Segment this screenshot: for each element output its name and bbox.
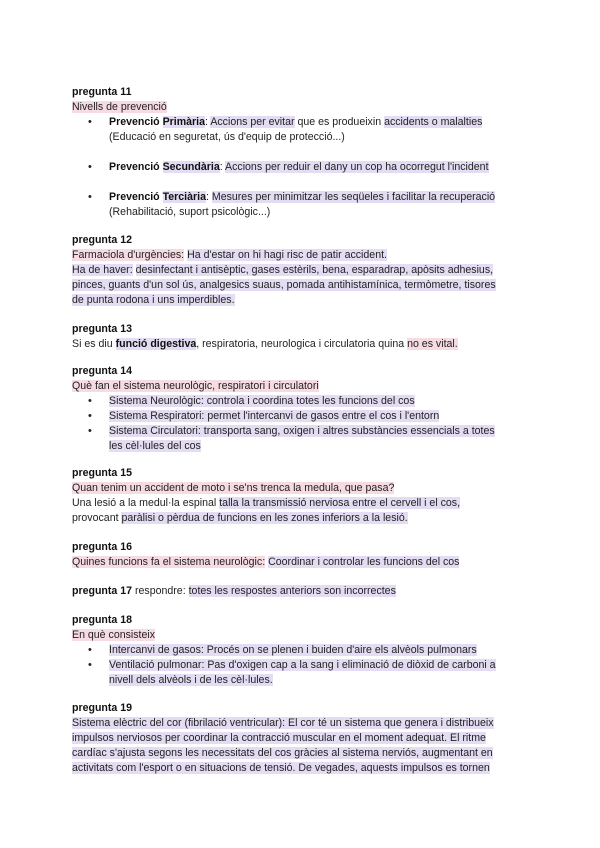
question-19 [72,701,542,776]
question-title: pregunta 15 [72,467,133,479]
question-prompt: Nivells de prevenció [72,101,167,113]
answer-text: Una lesió a la medul·la espinal talla la transmissió nerviosa entre el cervell i el cos, provocant paràlisi o pèrdua de funcions en les zones inferiors a la lesió. [72,497,461,524]
answer-text: Si es diu funció digestiva, respiratoria, neurologica i circulatoria quina no es vital. [72,338,458,350]
question-17 [72,584,542,599]
question-12 [72,233,542,308]
question-14 [72,364,542,454]
list-item: • Intercanvi de gasos: Procés on se plenen i buiden d'aire els alvèols pulmonars [72,643,542,658]
question-prompt: Què fan el sistema neurològic, respiratori i circulatori [72,380,319,392]
question-title: pregunta 19 [72,702,133,714]
list-item: • Prevenció Primària: Accions per evitar que es produeixin accidents o malalties (Educació en seguretat, ús d'equip de protecció...) [72,115,542,145]
bullet-list [72,115,542,220]
bullet-list [72,643,542,688]
question-11 [72,85,542,220]
question-title: pregunta 16 [72,541,133,553]
question-title: pregunta 18 [72,614,133,626]
bullet-list [72,394,542,454]
answer-text: pregunta 17 respondre: totes les respostes anteriors son incorrectes [72,585,396,597]
list-item: • Sistema Circulatori: transporta sang, oxigen i altres substàncies essencials a totes les cèl·lules del cos [72,424,542,454]
question-13 [72,322,542,352]
list-item: • Prevenció Terciària: Mesures per minimitzar les seqüeles i facilitar la recuperació (Rehabilitació, suport psicològic...) [72,190,542,220]
question-prompt: Quan tenim un accident de moto i se'ns trenca la medula, que pasa? [72,482,395,494]
question-prompt: En què consisteix [72,629,156,641]
list-item: • Ventilació pulmonar: Pas d'oxigen cap a la sang i eliminació de diòxid de carboni a nivell dels alvèols i de les cèl·lules. [72,658,542,688]
question-16 [72,540,542,570]
answer-text: Sistema elèctric del cor (fibrilació ventricular): El cor té un sistema que genera i distribueix impulsos nerviosos per coordinar la contracció muscular en el moment adequat. El ritme cardíac s'ajusta segons les necessitats del cos gràcies al sistema nerviós, augmentant en activitats com l'esport o en situacions de tensió. De vegades, aquests impulsos es tornen [72,717,494,774]
answer-text: Farmaciola d'urgències: Ha d'estar on hi hagi risc de patir accident. [72,249,387,261]
list-item: • Prevenció Secundària: Accions per reduir el dany un cop ha ocorregut l'incident [72,160,542,175]
list-item: • Sistema Neurològic: controla i coordina totes les funcions del cos [72,394,542,409]
question-18 [72,613,542,688]
answer-text: Quines funcions fa el sistema neurològic: Coordinar i controlar les funcions del cos [72,556,460,568]
list-item: • Sistema Respiratori: permet l'intercanvi de gasos entre el cos i l'entorn [72,409,542,424]
question-title: pregunta 13 [72,323,133,335]
question-title: pregunta 11 [72,86,132,98]
question-title: pregunta 12 [72,234,133,246]
question-15 [72,466,542,526]
answer-text: Ha de haver: desinfectant i antisèptic, gases estèrils, bena, esparadrap, apòsits adhesius, pinces, guants d'un sol ús, analgesics suaus, pomada antihistamínica, termòmetre, tisores de punta rodona i uns imperdibles. [72,264,496,306]
question-title: pregunta 14 [72,365,133,377]
